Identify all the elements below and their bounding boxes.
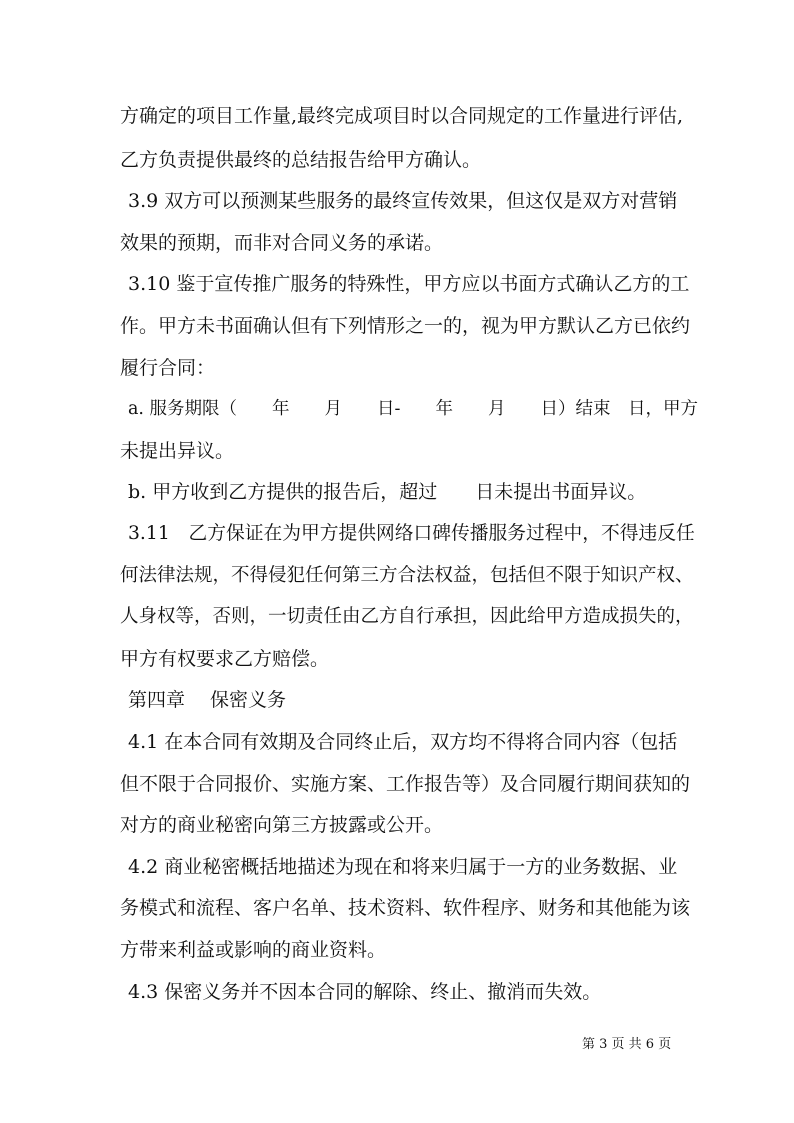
text-line: b. 甲方收到乙方提供的报告后，超过 日未提出书面异议。 [128, 481, 647, 503]
page-number: 第 3 页 共 6 页 [582, 1037, 672, 1052]
text-line: 效果的预期，而非对合同义务的承诺。 [120, 232, 444, 254]
text-line: 履行合同： [120, 357, 216, 379]
text-line: 但不限于合同报价、实施方案、工作报告等）及合同履行期间获知的 [120, 773, 691, 795]
text-line: a. 服务期限（ 年 月 日- 年 月 日）结束 日，甲方 [128, 399, 698, 419]
text-line: 3.10 鉴于宣传推广服务的特殊性，甲方应以书面方式确认乙方的工 [128, 273, 690, 295]
text-line: 4.1 在本合同有效期及合同终止后，双方均不得将合同内容（包括 [128, 731, 678, 753]
text-line: 作。甲方未书面确认但有下列情形之一的，视为甲方默认乙方已依约 [120, 315, 691, 337]
text-line: 方确定的项目工作量,最终完成项目时以合同规定的工作量进行评估, [120, 105, 684, 127]
text-line: 3.11 乙方保证在为甲方提供网络口碑传播服务过程中，不得违反任 [128, 523, 695, 544]
text-line: 甲方有权要求乙方赔偿。 [120, 648, 330, 670]
text-line: 务模式和流程、客户名单、技术资料、软件程序、财务和其他能为该 [120, 897, 691, 919]
text-line: 乙方负责提供最终的总结报告给甲方确认。 [120, 149, 482, 171]
text-line: 人身权等，否则，一切责任由乙方自行承担，因此给甲方造成损失的， [120, 606, 694, 627]
text-line: 4.3 保密义务并不因本合同的解除、终止、撤消而失效。 [128, 981, 602, 1003]
text-line: 何法律法规，不得侵犯任何第三方合法权益，包括但不限于知识产权、 [120, 565, 694, 586]
text-line: 对方的商业秘密向第三方披露或公开。 [120, 814, 444, 836]
text-line: 未提出异议。 [120, 440, 235, 462]
text-line: 4.2 商业秘密概括地描述为现在和将来归属于一方的业务数据、业 [128, 856, 678, 878]
chapter-heading: 第四章 保密义务 [128, 689, 287, 711]
text-line: 方带来利益或影响的商业资料。 [120, 939, 387, 961]
text-line: 3.9 双方可以预测某些服务的最终宣传效果，但这仅是双方对营销 [128, 190, 678, 212]
